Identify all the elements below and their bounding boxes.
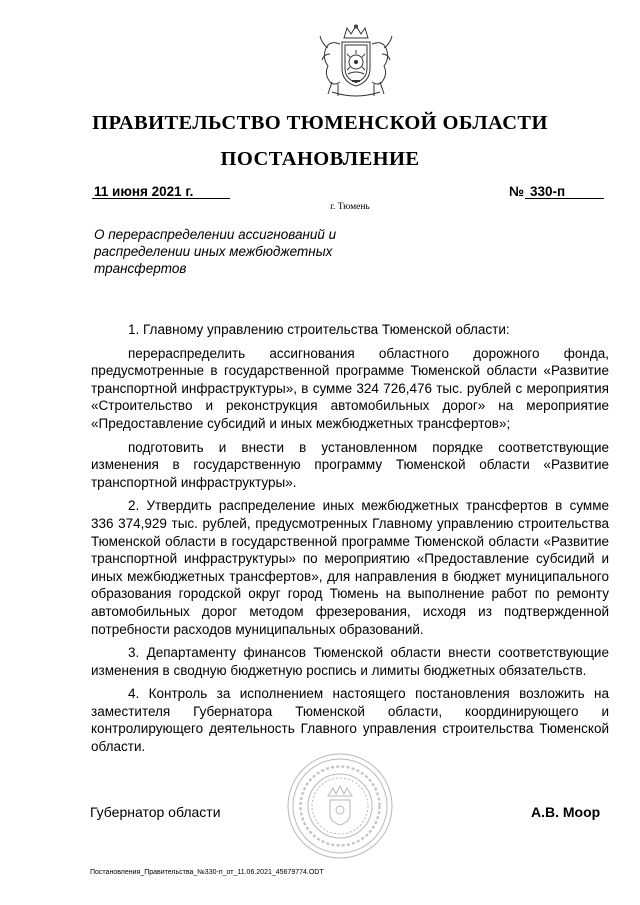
paragraph-1a: перераспределить ассигнования областного дорожного фонда, предусмотренные в государственной программе Тюменской области «Развитие транспортной инфраструктуры», в сумме 324 726,476 тыс. рублей с мероприятия «Строительство и реконструкция автомобильных дорог» на мероприятие «Предоставление субсидий и иных межбюджетных трансфертов»; [91,345,609,431]
paragraph-1b: подготовить и внести в установленном порядке соответствующие изменения в государственную программу Тюменской области «Развитие транспортной инфраструктуры». [91,439,609,490]
paragraph-4: 4. Контроль за исполнением настоящего постановления возложить на заместителя Губернатора Тюменской области, координирующего и контролирующего деятельность Главного управления строительства Тюменской области. [91,686,609,755]
document-number: 330-п [530,184,566,199]
coat-of-arms-icon [314,24,398,100]
number-underline [525,198,604,199]
footer-filename: Постановления_Правительства_№330-п_от_11.06.2021_45679774.ODT [90,869,324,876]
document-date: 11 июня 2021 г. [94,184,194,199]
document-type-title: ПОСТАНОВЛЕНИЕ [220,148,420,170]
document-subject: О перераспределении ассигнований и распределении иных межбюджетных трансфертов [94,227,337,276]
organization-title: ПРАВИТЕЛЬСТВО ТЮМЕНСКОЙ ОБЛАСТИ [92,112,548,134]
paragraph-2: 2. Утвердить распределение иных межбюджетных трансфертов в сумме 336 374,929 тыс. рублей, предусмотренных Главному управлению строительства Тюменской области в государственной программе Тюменской области «Развитие транспортной инфраструктуры» по мероприятию «Предоставление субсидий и иных межбюджетных трансфертов», для направления в бюджет муниципального образования городской округ город Тюмень на выполнение работ по ремонту автомобильных дорог методом фрезерования, исходя из подтвержденной потребности расходов муниципальных образований. [91,498,609,637]
document-city: г. Тюмень [330,202,370,212]
number-label: № [509,184,525,199]
date-underline [92,198,230,199]
signatory-name: А.В. Моор [531,804,601,820]
signatory-title: Губернатор области [90,804,221,820]
document-body [91,321,609,762]
paragraph-3: 3. Департаменту финансов Тюменской области внести соответствующие изменения в сводную бюджетную роспись и лимиты бюджетных обязательств. [91,645,609,678]
official-seal-icon [286,752,394,860]
paragraph-1: 1. Главному управлению строительства Тюменской области: [128,322,510,337]
